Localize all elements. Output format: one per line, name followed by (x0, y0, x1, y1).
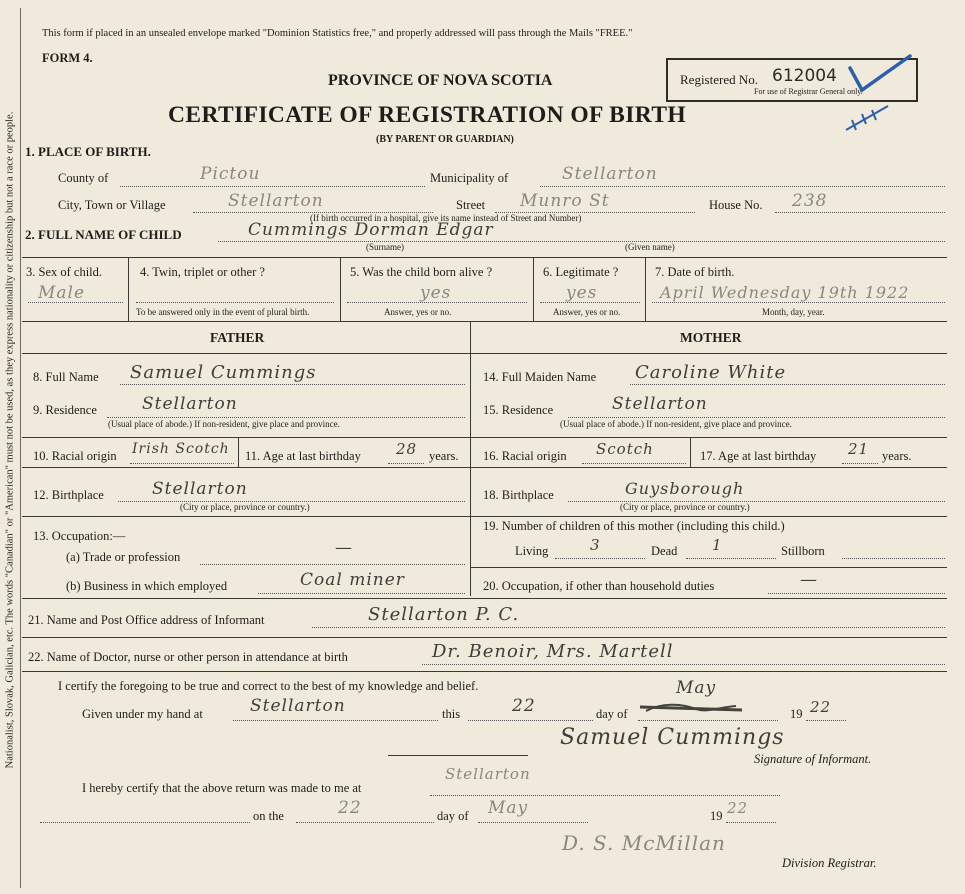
alive-note: Answer, yes or no. (384, 307, 452, 317)
father-racial-value: Irish Scotch (132, 441, 230, 457)
rule-mother (470, 467, 947, 468)
province-heading: PROVINCE OF NOVA SCOTIA (328, 72, 553, 89)
this-label: this (442, 707, 461, 721)
informant-signature-label: Signature of Informant. (754, 752, 872, 766)
rule-doctor-bottom (22, 671, 947, 672)
registrar-day-of-label: day of (437, 809, 469, 823)
city-label: City, Town or Village (58, 198, 166, 212)
dead-label: Dead (651, 544, 678, 558)
given-year-value: 22 (810, 698, 832, 716)
grid-divider (128, 257, 129, 321)
dob-value: April Wednesday 19th 1922 (660, 283, 910, 302)
legitimate-note: Answer, yes or no. (553, 307, 621, 317)
given-day-line (468, 720, 593, 721)
mother-residence-line (568, 417, 945, 418)
on-the-label: on the (253, 809, 284, 823)
mother-age-label: 17. Age at last birthday (700, 449, 817, 463)
living-line (555, 558, 645, 559)
twin-note: To be answered only in the event of plural birth. (136, 307, 310, 317)
sex-label: 3. Sex of child. (26, 265, 103, 279)
registrar-signature: D. S. McMillan (562, 831, 726, 855)
house-line (775, 212, 945, 213)
father-racial-divider (238, 437, 239, 467)
doctor-line (422, 664, 945, 665)
certify-statement: I certify the foregoing to be true and correct to the best of my knowledge and belief. (58, 679, 479, 693)
father-name-line (120, 384, 465, 385)
rule-mother (470, 437, 947, 438)
rule-informant-bottom (22, 637, 947, 638)
page-title: CERTIFICATE OF REGISTRATION OF BIRTH (168, 102, 687, 128)
father-birthplace-value: Stellarton (152, 479, 248, 499)
mother-residence-note: (Usual place of abode.) If non-resident, give place and province. (560, 419, 792, 429)
grid-divider (340, 257, 341, 321)
mother-racial-line (582, 463, 686, 464)
given-place-line (233, 720, 438, 721)
stillborn-line (842, 558, 945, 559)
registrar-signature-label: Division Registrar. (782, 856, 877, 870)
father-name-label: 8. Full Name (33, 370, 99, 384)
mother-occupation-value: — (800, 570, 818, 590)
registration-label: Registered No. (680, 72, 758, 87)
mother-name-value: Caroline White (635, 362, 787, 383)
informant-line (312, 627, 945, 628)
father-age-label: 11. Age at last birthday (245, 449, 361, 463)
grid-divider (533, 257, 534, 321)
father-trade-value: — (335, 538, 353, 558)
mother-birthplace-label: 18. Birthplace (483, 488, 554, 502)
father-years-label: years. (429, 449, 459, 463)
father-occupation-label: 13. Occupation:— (33, 529, 126, 543)
registrar-year-value: 22 (727, 799, 749, 817)
dob-note: Month, day, year. (762, 307, 825, 317)
hospital-note: (If birth occurred in a hospital, give its name instead of Street and Number) (310, 213, 582, 223)
child-name-label: 2. FULL NAME OF CHILD (25, 227, 182, 242)
place-of-birth-label: 1. PLACE OF BIRTH. (25, 144, 151, 159)
father-residence-note: (Usual place of abode.) If non-resident, give place and province. (108, 419, 340, 429)
father-birthplace-label: 12. Birthplace (33, 488, 104, 502)
mother-racial-value: Scotch (596, 440, 654, 458)
city-value: Stellarton (228, 191, 324, 211)
street-value: Munro St (520, 191, 610, 211)
mother-name-label: 14. Full Maiden Name (483, 370, 597, 384)
blue-check-mark (830, 50, 920, 140)
given-day-value: 22 (512, 696, 536, 716)
registrar-month-line (478, 822, 588, 823)
living-label: Living (515, 544, 549, 558)
margin-rule (20, 8, 21, 888)
rule-father (22, 516, 470, 517)
rule-mother (470, 567, 947, 568)
margin-note (0, 0, 20, 894)
mother-occupation-label: 20. Occupation, if other than household duties (483, 579, 715, 593)
legitimate-value: yes (566, 283, 598, 303)
mother-racial-label: 16. Racial origin (483, 449, 567, 463)
margin-note-text: Nationalist, Slovak, Galician, etc. The words "Canadian" or "American" must not be used, as they express nationality or citizenship but not a race or people. (4, 111, 16, 769)
rule-parents-top (22, 321, 947, 322)
living-value: 3 (590, 536, 601, 554)
father-trade-line (200, 564, 465, 565)
father-business-value: Coal miner (300, 570, 405, 590)
parents-divider (470, 321, 471, 596)
father-business-line (258, 593, 465, 594)
twin-line (136, 302, 334, 303)
mother-age-value: 21 (848, 440, 870, 458)
father-residence-value: Stellarton (142, 394, 238, 414)
mother-age-line (842, 463, 878, 464)
father-birthplace-note: (City or place, province or country.) (180, 502, 310, 512)
rule-parents-heading (22, 353, 947, 354)
father-age-line (388, 463, 424, 464)
father-age-value: 28 (396, 440, 418, 458)
rule-informant-top (22, 598, 947, 599)
struck-month (636, 697, 746, 719)
dob-label: 7. Date of birth. (655, 265, 735, 279)
father-racial-line (130, 463, 234, 464)
county-label: County of (58, 171, 109, 185)
mail-notice: This form if placed in an unsealed envelope marked "Dominion Statistics free," and properly addressed will pass through the Mails "FREE." (42, 28, 633, 39)
registrar-day-value: 22 (338, 798, 362, 818)
given-name-caption: (Given name) (625, 242, 675, 252)
given-label: Given under my hand at (82, 707, 203, 721)
child-name-value: Cummings Dorman Edgar (248, 220, 494, 240)
father-heading: FATHER (210, 330, 265, 345)
registrar-year-line (726, 822, 776, 823)
twin-label: 4. Twin, triplet or other ? (140, 265, 265, 279)
informant-value: Stellarton P. C. (368, 604, 520, 625)
mother-occupation-line (768, 593, 945, 594)
mother-birthplace-note: (City or place, province or country.) (620, 502, 750, 512)
registrar-leading-line (40, 822, 250, 823)
doctor-value: Dr. Benoir, Mrs. Martell (432, 641, 674, 662)
municipality-label: Municipality of (430, 171, 509, 185)
page-subtitle: (BY PARENT OR GUARDIAN) (376, 134, 514, 145)
father-racial-label: 10. Racial origin (33, 449, 117, 463)
registration-note: For use of Registrar General only. (754, 87, 863, 96)
rule-father (22, 437, 470, 438)
short-separator (388, 755, 528, 756)
year-prefix-label: 19 (790, 707, 803, 721)
dob-line (652, 302, 945, 303)
alive-label: 5. Was the child born alive ? (350, 265, 493, 279)
surname-caption: (Surname) (366, 242, 404, 252)
informant-label: 21. Name and Post Office address of Informant (28, 613, 265, 627)
given-month-line (638, 720, 778, 721)
rule-mother (470, 516, 947, 517)
registrar-day-line (296, 822, 434, 823)
informant-signature: Samuel Cummings (560, 725, 785, 750)
mother-years-label: years. (882, 449, 912, 463)
rule-father (22, 467, 470, 468)
county-line (120, 186, 425, 187)
grid-divider (645, 257, 646, 321)
dead-value: 1 (712, 536, 723, 554)
mother-residence-value: Stellarton (612, 394, 708, 414)
mother-children-label: 19. Number of children of this mother (including this child.) (483, 519, 785, 533)
father-residence-label: 9. Residence (33, 403, 97, 417)
mother-racial-divider (690, 437, 691, 467)
father-business-label: (b) Business in which employed (66, 579, 228, 593)
dead-line (686, 558, 776, 559)
child-name-line (218, 241, 945, 242)
registrar-month-value: May (488, 798, 529, 818)
registrar-place-line (430, 795, 780, 796)
mother-residence-label: 15. Residence (483, 403, 554, 417)
mother-heading: MOTHER (680, 330, 742, 345)
given-year-line (806, 720, 846, 721)
father-trade-label: (a) Trade or profession (66, 550, 181, 564)
day-of-label: day of (596, 707, 628, 721)
alive-value: yes (420, 283, 452, 303)
father-residence-line (107, 417, 465, 418)
legitimate-label: 6. Legitimate ? (543, 265, 619, 279)
rule-top-grid (22, 257, 947, 258)
mother-birthplace-value: Guysborough (625, 479, 745, 498)
stillborn-label: Stillborn (781, 544, 825, 558)
form-number: FORM 4. (42, 51, 93, 65)
county-value: Pictou (200, 164, 261, 184)
given-place-value: Stellarton (250, 696, 346, 716)
mother-name-line (630, 384, 945, 385)
registrar-year-prefix: 19 (710, 809, 723, 823)
registrar-place-value: Stellarton (445, 765, 531, 783)
house-label: House No. (709, 198, 763, 212)
doctor-label: 22. Name of Doctor, nurse or other person in attendance at birth (28, 650, 348, 664)
house-value: 238 (792, 191, 828, 211)
registration-number: 612004 (772, 66, 837, 86)
given-month-value: May (676, 678, 717, 698)
sex-value: Male (38, 283, 86, 303)
father-name-value: Samuel Cummings (130, 362, 317, 383)
registrar-statement: I hereby certify that the above return was made to me at (82, 781, 362, 795)
street-label: Street (456, 198, 486, 212)
municipality-value: Stellarton (562, 164, 658, 184)
municipality-line (540, 186, 945, 187)
